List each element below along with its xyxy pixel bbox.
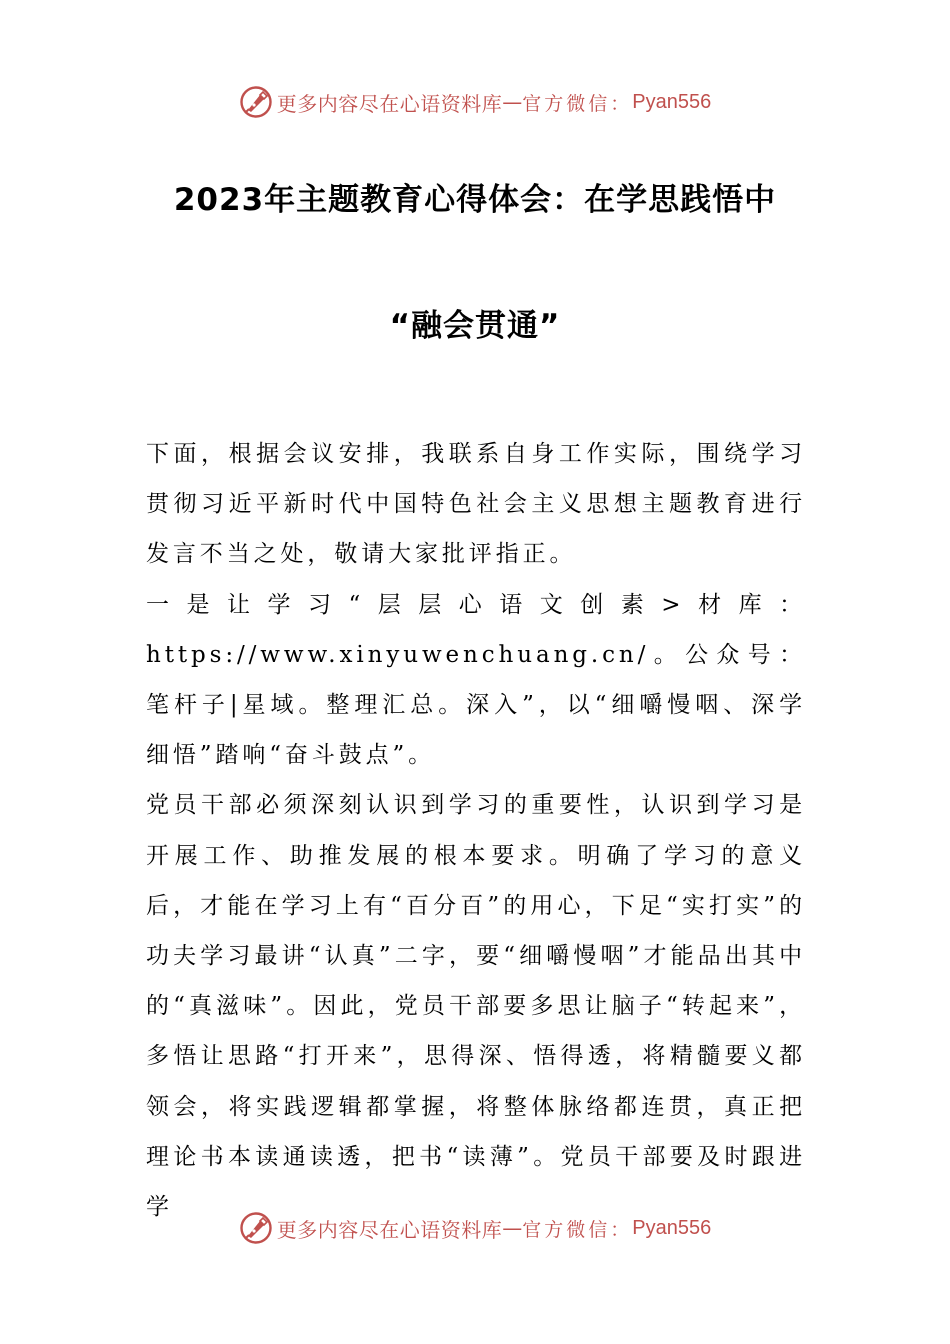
pen-nib-logo-icon: [239, 85, 273, 119]
paragraph-study: 党员干部必须深刻认识到学习的重要性，认识到学习是开展工作、助推发展的根本要求。明确了学习的意义后，才能在学习上有“百分百”的用心，下足“实打实”的功夫学习最讲“认真”二字，要“细嚼慢咽”才能品出其中的“真滋味”。因此，党员干部要多思让脑子“转起来”，多悟让思路“打开来”，思得深、悟得透，将精髓要义都领会，将实践逻辑都掌握，将整体脉络都连贯，真正把理论书本读通读透，把书“读薄”。党员干部要及时跟进学: [146, 792, 806, 1221]
paragraph-point-one: 一是让学习“层层心语文创素>材库：https://www.xinyuwenchuang.cn/。公众号：笔杆子|星域。整理汇总。深入”，以“细嚼慢咽、深学细悟”踏响“奋斗鼓点”。: [146, 591, 806, 769]
document-body: [146, 429, 806, 1232]
footer-banner: [0, 1208, 950, 1248]
banner-wechat-id: Pyan556: [632, 90, 712, 113]
banner-wechat-id: Pyan556: [632, 1216, 712, 1239]
banner-separator: —: [502, 1216, 523, 1240]
document-title-line-2: “融会贯通”: [389, 308, 561, 344]
banner-wechat-label: 官方微信：: [522, 1218, 633, 1241]
banner-text: 更多内容尽在心语资料库: [276, 91, 503, 116]
banner-separator: —: [502, 90, 523, 114]
banner-text: 更多内容尽在心语资料库: [276, 1217, 503, 1242]
banner-wechat-label: 官方微信：: [522, 92, 633, 115]
header-banner: [0, 82, 950, 122]
paragraph-intro: 下面，根据会议安排，我联系自身工作实际，围绕学习贯彻习近平新时代中国特色社会主义思想主题教育进行发言不当之处，敬请大家批评指正。: [146, 441, 806, 568]
document-title-line-1: 2023年主题教育心得体会：在学思践悟中: [173, 182, 777, 218]
pen-nib-logo-icon: [239, 1211, 273, 1245]
